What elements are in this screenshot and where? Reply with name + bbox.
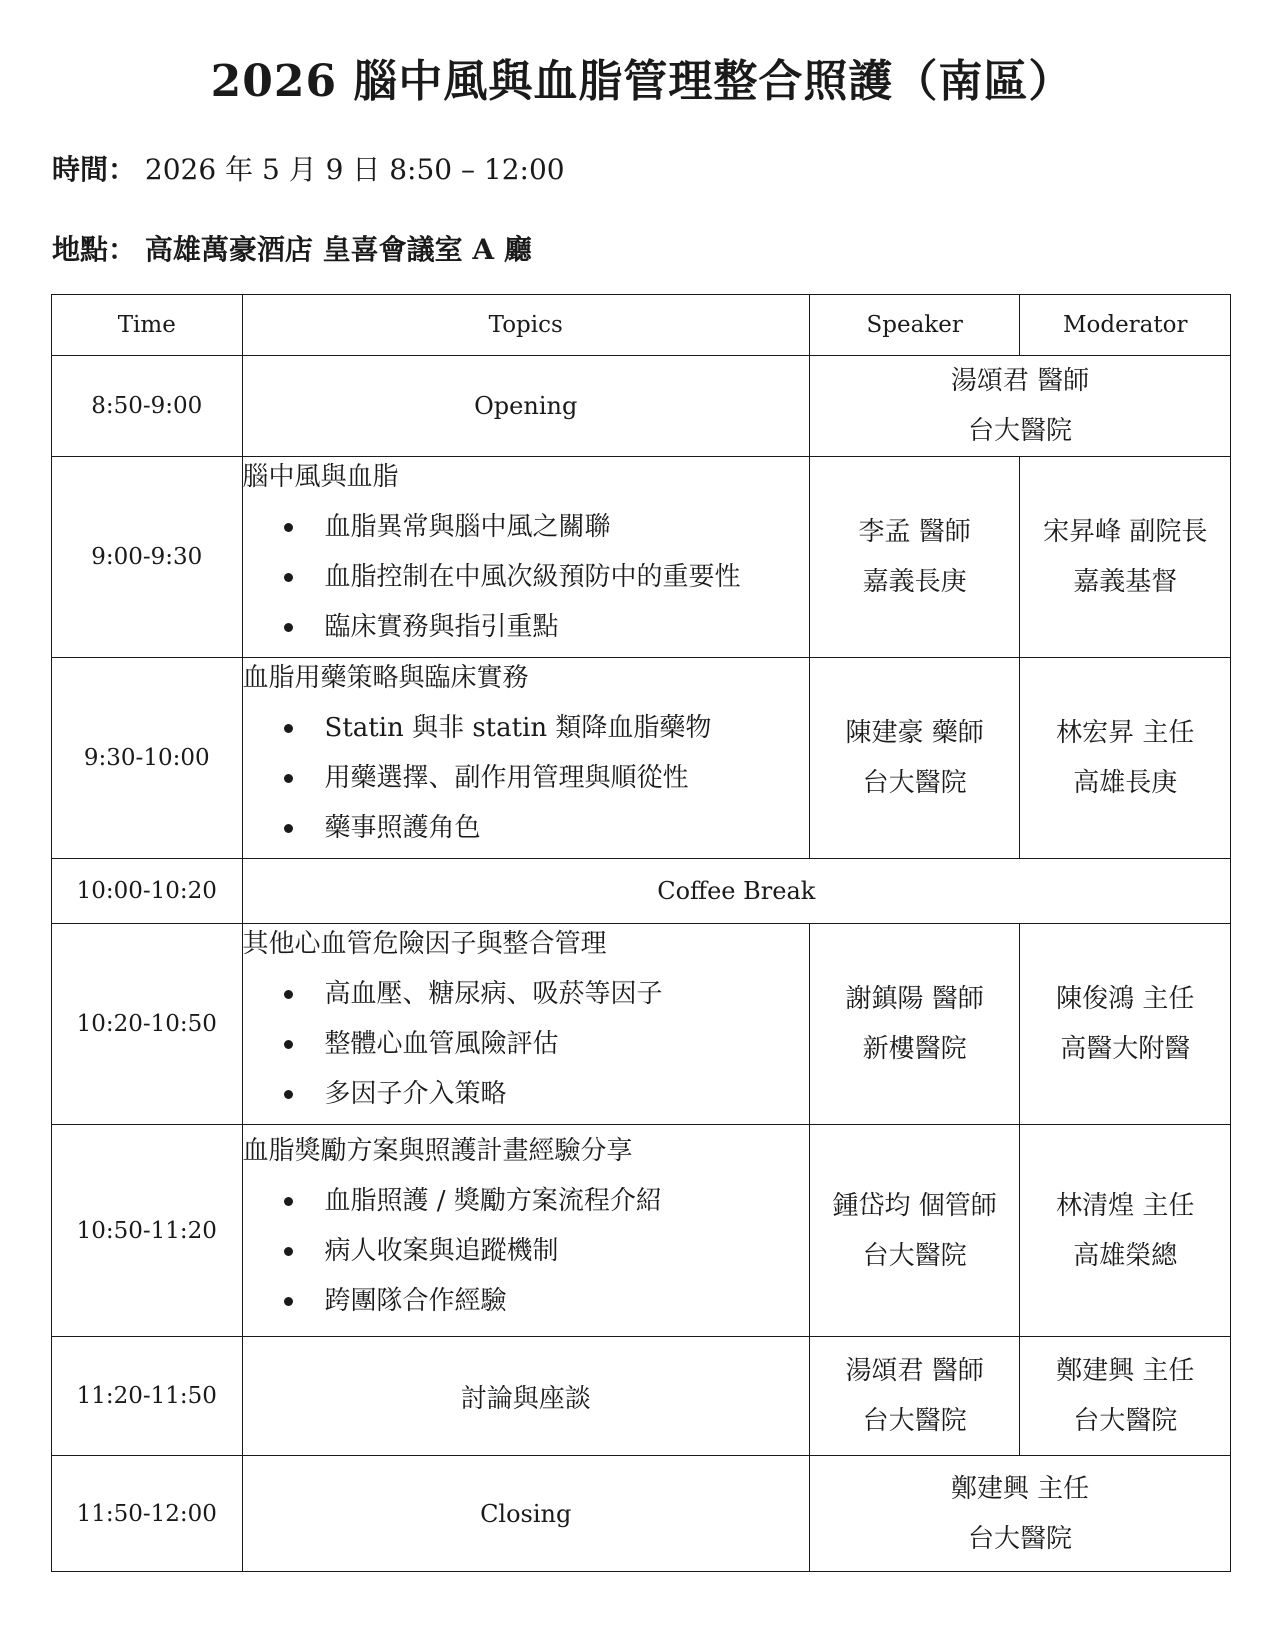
bullet-icon (284, 1297, 293, 1306)
topic-bullets (243, 708, 809, 848)
list-item: 高血壓、糖尿病、吸菸等因子 (243, 974, 809, 1014)
topic-bullets (243, 1181, 809, 1321)
row-time: 9:30-10:00 (52, 658, 243, 859)
person-name: 湯頌君 醫師 (950, 366, 1090, 396)
row-time: 11:50-12:00 (52, 1456, 243, 1572)
table-row (52, 457, 1231, 658)
list-item: 血脂異常與腦中風之關聯 (243, 507, 809, 547)
person-org: 台大醫院 (967, 1523, 1072, 1554)
bullet-icon (284, 990, 293, 999)
person-org: 台大醫院 (967, 416, 1072, 446)
list-item: Statin 與非 statin 類降血脂藥物 (243, 708, 809, 748)
topic-bullets (243, 974, 809, 1114)
row-moderator (1020, 924, 1231, 1125)
moderator-name: 鄭建興 主任 (1056, 1356, 1195, 1386)
header-row (52, 295, 1231, 356)
row-topic (242, 924, 809, 1125)
speaker-org: 台大醫院 (862, 768, 967, 798)
header-topics: Topics (242, 295, 809, 356)
speaker-name: 湯頌君 醫師 (845, 1356, 984, 1386)
topic-heading: 血脂獎勵方案與照護計畫經驗分享 (242, 1135, 633, 1166)
bullet-icon (284, 824, 293, 833)
bullet-icon (284, 1040, 293, 1049)
row-speaker (809, 924, 1020, 1125)
list-item: 藥事照護角色 (243, 808, 809, 848)
row-speaker (809, 658, 1020, 859)
row-topic (242, 658, 809, 859)
event-location (52, 230, 532, 270)
bullet-icon (284, 623, 293, 632)
table-row (52, 1456, 1231, 1572)
moderator-org: 嘉義基督 (1073, 567, 1178, 597)
topic-heading: 血脂用藥策略與臨床實務 (242, 663, 529, 693)
event-time (52, 150, 565, 190)
bullet-icon (284, 1090, 293, 1099)
row-moderator (1020, 1337, 1231, 1456)
table-row (52, 859, 1231, 924)
list-item: 病人收案與追蹤機制 (243, 1231, 809, 1271)
topic-heading: 其他心血管危險因子與整合管理 (242, 929, 607, 959)
moderator-name: 陳俊鴻 主任 (1056, 984, 1195, 1014)
header-time: Time (52, 295, 243, 356)
time-value: 2026 年 5 月 9 日 8:50 – 12:00 (144, 153, 565, 186)
moderator-name: 宋昇峰 副院長 (1043, 517, 1208, 547)
row-topic: Closing (242, 1456, 809, 1572)
moderator-name: 林清煌 主任 (1056, 1190, 1195, 1221)
place-value: 高雄萬豪酒店 皇喜會議室 A 廳 (144, 233, 532, 266)
row-speaker-moderator (809, 1456, 1230, 1572)
row-topic (242, 1125, 809, 1337)
topic-heading: 腦中風與血脂 (242, 462, 399, 492)
row-moderator (1020, 457, 1231, 658)
agenda-table (51, 294, 1231, 1572)
speaker-name: 鍾岱均 個管師 (832, 1190, 997, 1221)
list-item: 跨團隊合作經驗 (243, 1281, 809, 1321)
speaker-name: 謝鎮陽 醫師 (845, 984, 984, 1014)
time-label: 時間： (52, 153, 137, 186)
bullet-icon (284, 523, 293, 532)
speaker-org: 新樓醫院 (862, 1034, 967, 1064)
list-item: 血脂控制在中風次級預防中的重要性 (243, 557, 809, 597)
row-time: 10:20-10:50 (52, 924, 243, 1125)
page-title: 2026 腦中風與血脂管理整合照護（南區） (210, 56, 1074, 107)
row-topic (242, 457, 809, 658)
person-name: 鄭建興 主任 (950, 1473, 1090, 1504)
table-row (52, 1125, 1231, 1337)
speaker-org: 台大醫院 (862, 1406, 967, 1436)
row-speaker (809, 457, 1020, 658)
bullet-icon (284, 1247, 293, 1256)
moderator-org: 高雄長庚 (1073, 768, 1178, 798)
bullet-icon (284, 724, 293, 733)
list-item: 多因子介入策略 (243, 1074, 809, 1114)
moderator-name: 林宏昇 主任 (1056, 718, 1195, 748)
row-speaker (809, 1125, 1020, 1337)
list-item: 整體心血管風險評估 (243, 1024, 809, 1064)
list-item: 血脂照護 / 獎勵方案流程介紹 (243, 1181, 809, 1221)
header-speaker: Speaker (809, 295, 1020, 356)
row-moderator (1020, 658, 1231, 859)
row-time: 10:50-11:20 (52, 1125, 243, 1337)
row-topic: 討論與座談 (242, 1337, 809, 1456)
row-moderator (1020, 1125, 1231, 1337)
header-moderator: Moderator (1020, 295, 1231, 356)
table-row (52, 924, 1231, 1125)
table-row (52, 356, 1231, 457)
speaker-org: 台大醫院 (862, 1240, 967, 1271)
table-row (52, 1337, 1231, 1456)
row-time: 9:00-9:30 (52, 457, 243, 658)
list-item: 臨床實務與指引重點 (243, 607, 809, 647)
row-time: 10:00-10:20 (52, 859, 243, 924)
speaker-name: 李孟 醫師 (858, 517, 971, 547)
moderator-org: 台大醫院 (1073, 1406, 1178, 1436)
bullet-icon (284, 1197, 293, 1206)
row-topic: Opening (242, 356, 809, 457)
coffee-break: Coffee Break (242, 859, 1230, 924)
bullet-icon (284, 573, 293, 582)
topic-bullets (243, 507, 809, 647)
row-speaker (809, 1337, 1020, 1456)
speaker-org: 嘉義長庚 (862, 567, 967, 597)
row-speaker-moderator (809, 356, 1230, 457)
moderator-org: 高醫大附醫 (1060, 1034, 1191, 1064)
moderator-org: 高雄榮總 (1073, 1240, 1178, 1271)
row-time: 11:20-11:50 (52, 1337, 243, 1456)
place-label: 地點： (52, 233, 137, 266)
list-item: 用藥選擇、副作用管理與順從性 (243, 758, 809, 798)
row-time: 8:50-9:00 (52, 356, 243, 457)
bullet-icon (284, 774, 293, 783)
table-row (52, 658, 1231, 859)
speaker-name: 陳建豪 藥師 (845, 718, 984, 748)
